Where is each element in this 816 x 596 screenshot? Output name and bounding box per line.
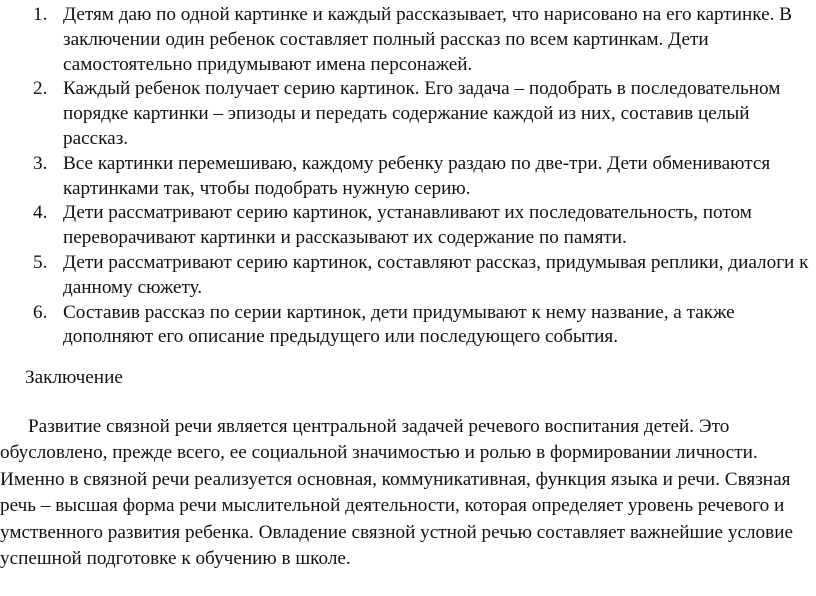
list-item-text: Все картинки перемешиваю, каждому ребенку раздаю по две-три. Дети обмениваются картинками так, чтобы подобрать нужную серию. — [63, 152, 771, 199]
list-item — [0, 251, 816, 301]
list-item-text: Каждый ребенок получает серию картинок. Его задача – подобрать в последовательном порядке картинки – эпизоды и передать содержание каждой из них, составив целый рассказ. — [63, 78, 781, 149]
list-item-text: Дети рассматривают серию картинок, составляют рассказ, придумывая реплики, диалоги к данному сюжету. — [63, 251, 809, 298]
section-heading: Заключение — [25, 367, 123, 388]
list-item-number: 3. — [33, 152, 48, 174]
list-item — [0, 301, 816, 351]
list-item — [0, 77, 816, 151]
list-item-text: Детям даю по одной картинке и каждый рассказывает, что нарисовано на его картинке. В заключении один ребенок составляет полный рассказ по всем картинкам. Дети самостоятельно придумывают имена персонажей. — [63, 4, 792, 75]
list-item — [0, 201, 816, 251]
list-item — [0, 152, 816, 202]
list-item-number: 6. — [33, 301, 48, 323]
list-item-number: 5. — [33, 251, 48, 273]
numbered-list — [0, 3, 816, 350]
list-item — [0, 3, 816, 77]
list-item-number: 4. — [33, 202, 48, 224]
conclusion-paragraph: Развитие связной речи является центральной задачей речевого воспитания детей. Это обусловлено, прежде всего, ее социальной значимостью и ролью в формировании личности. Именно в связной речи реализуется основная, коммуникативная, функция языка и речи. Связная речь – высшая форма речи мыслительной деятельности, которая определяет уровень речевого и умственного развития ребенка. Овладение связной устной речью составляет важнейшие условие успешной подготовке к обучению в школе. — [0, 416, 793, 570]
list-item-text: Составив рассказ по серии картинок, дети придумывают к нему название, а также дополняют его описание предыдущего или последующего события. — [63, 301, 735, 348]
list-item-number: 2. — [33, 78, 48, 100]
list-item-text: Дети рассматривают серию картинок, устанавливают их последовательность, потом переворачивают картинки и рассказывают их содержание по памяти. — [63, 202, 752, 249]
list-item-number: 1. — [33, 4, 48, 25]
